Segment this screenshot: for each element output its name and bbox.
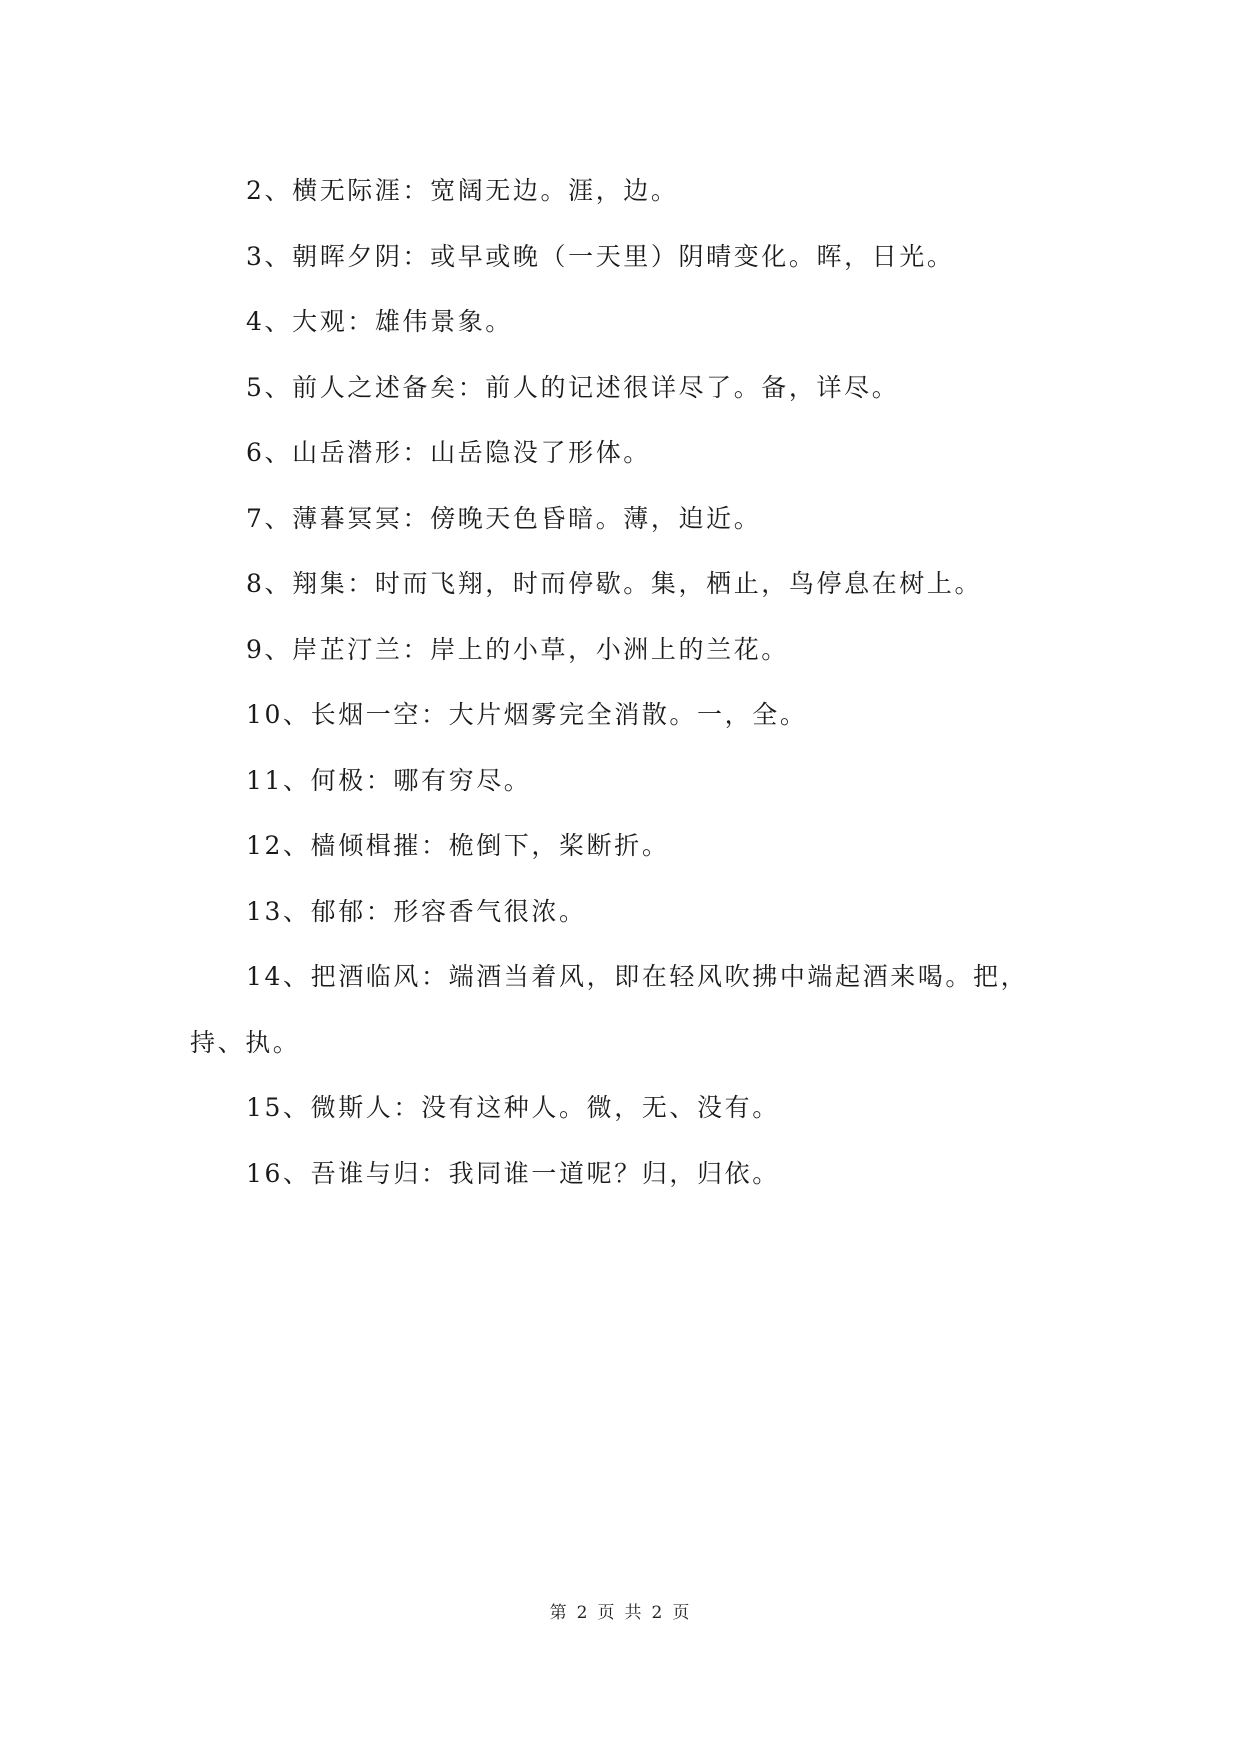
list-item: 9、岸芷汀兰：岸上的小草，小洲上的兰花。	[246, 634, 789, 664]
footer-current-page: 2	[576, 1603, 590, 1623]
list-item: 16、吾谁与归：我同谁一道呢？归，归依。	[246, 1158, 780, 1188]
list-item: 13、郁郁：形容香气很浓。	[246, 896, 587, 926]
list-item: 6、山岳潜形：山岳隐没了形体。	[246, 438, 651, 467]
list-item: 15、微斯人：没有这种人。微，无、没有。	[246, 1093, 780, 1122]
annotation-list	[190, 158, 1060, 1206]
footer-prefix: 第	[549, 1603, 569, 1623]
list-item: 8、翔集：时而飞翔，时而停歇。集，栖止，鸟停息在树上。	[246, 569, 983, 598]
footer-total-word: 共	[624, 1603, 644, 1623]
list-item: 4、大观：雄伟景象。	[246, 307, 513, 336]
list-item: 5、前人之述备矣：前人的记述很详尽了。备，详尽。	[246, 372, 900, 402]
list-item: 14、把酒临风：端酒当着风，即在轻风吹拂中端起酒来喝。把，持、执。	[190, 962, 1029, 1057]
footer-page-word: 页	[597, 1603, 617, 1623]
list-item: 7、薄暮冥冥：傍晚天色昏暗。薄，迫近。	[246, 503, 762, 533]
page-footer	[0, 1598, 1241, 1623]
list-item: 3、朝晖夕阴：或早或晚（一天里）阴晴变化。晖，日光。	[246, 241, 955, 271]
list-item: 12、樯倾楫摧：桅倒下，桨断折。	[246, 831, 670, 860]
list-item: 2、横无际涯：宽阔无边。涯，边。	[246, 176, 679, 205]
footer-total-pages: 2	[651, 1603, 665, 1623]
footer-suffix: 页	[672, 1603, 692, 1623]
list-item: 10、长烟一空：大片烟雾完全消散。一，全。	[246, 700, 808, 729]
list-item: 11、何极：哪有穷尽。	[246, 765, 532, 795]
